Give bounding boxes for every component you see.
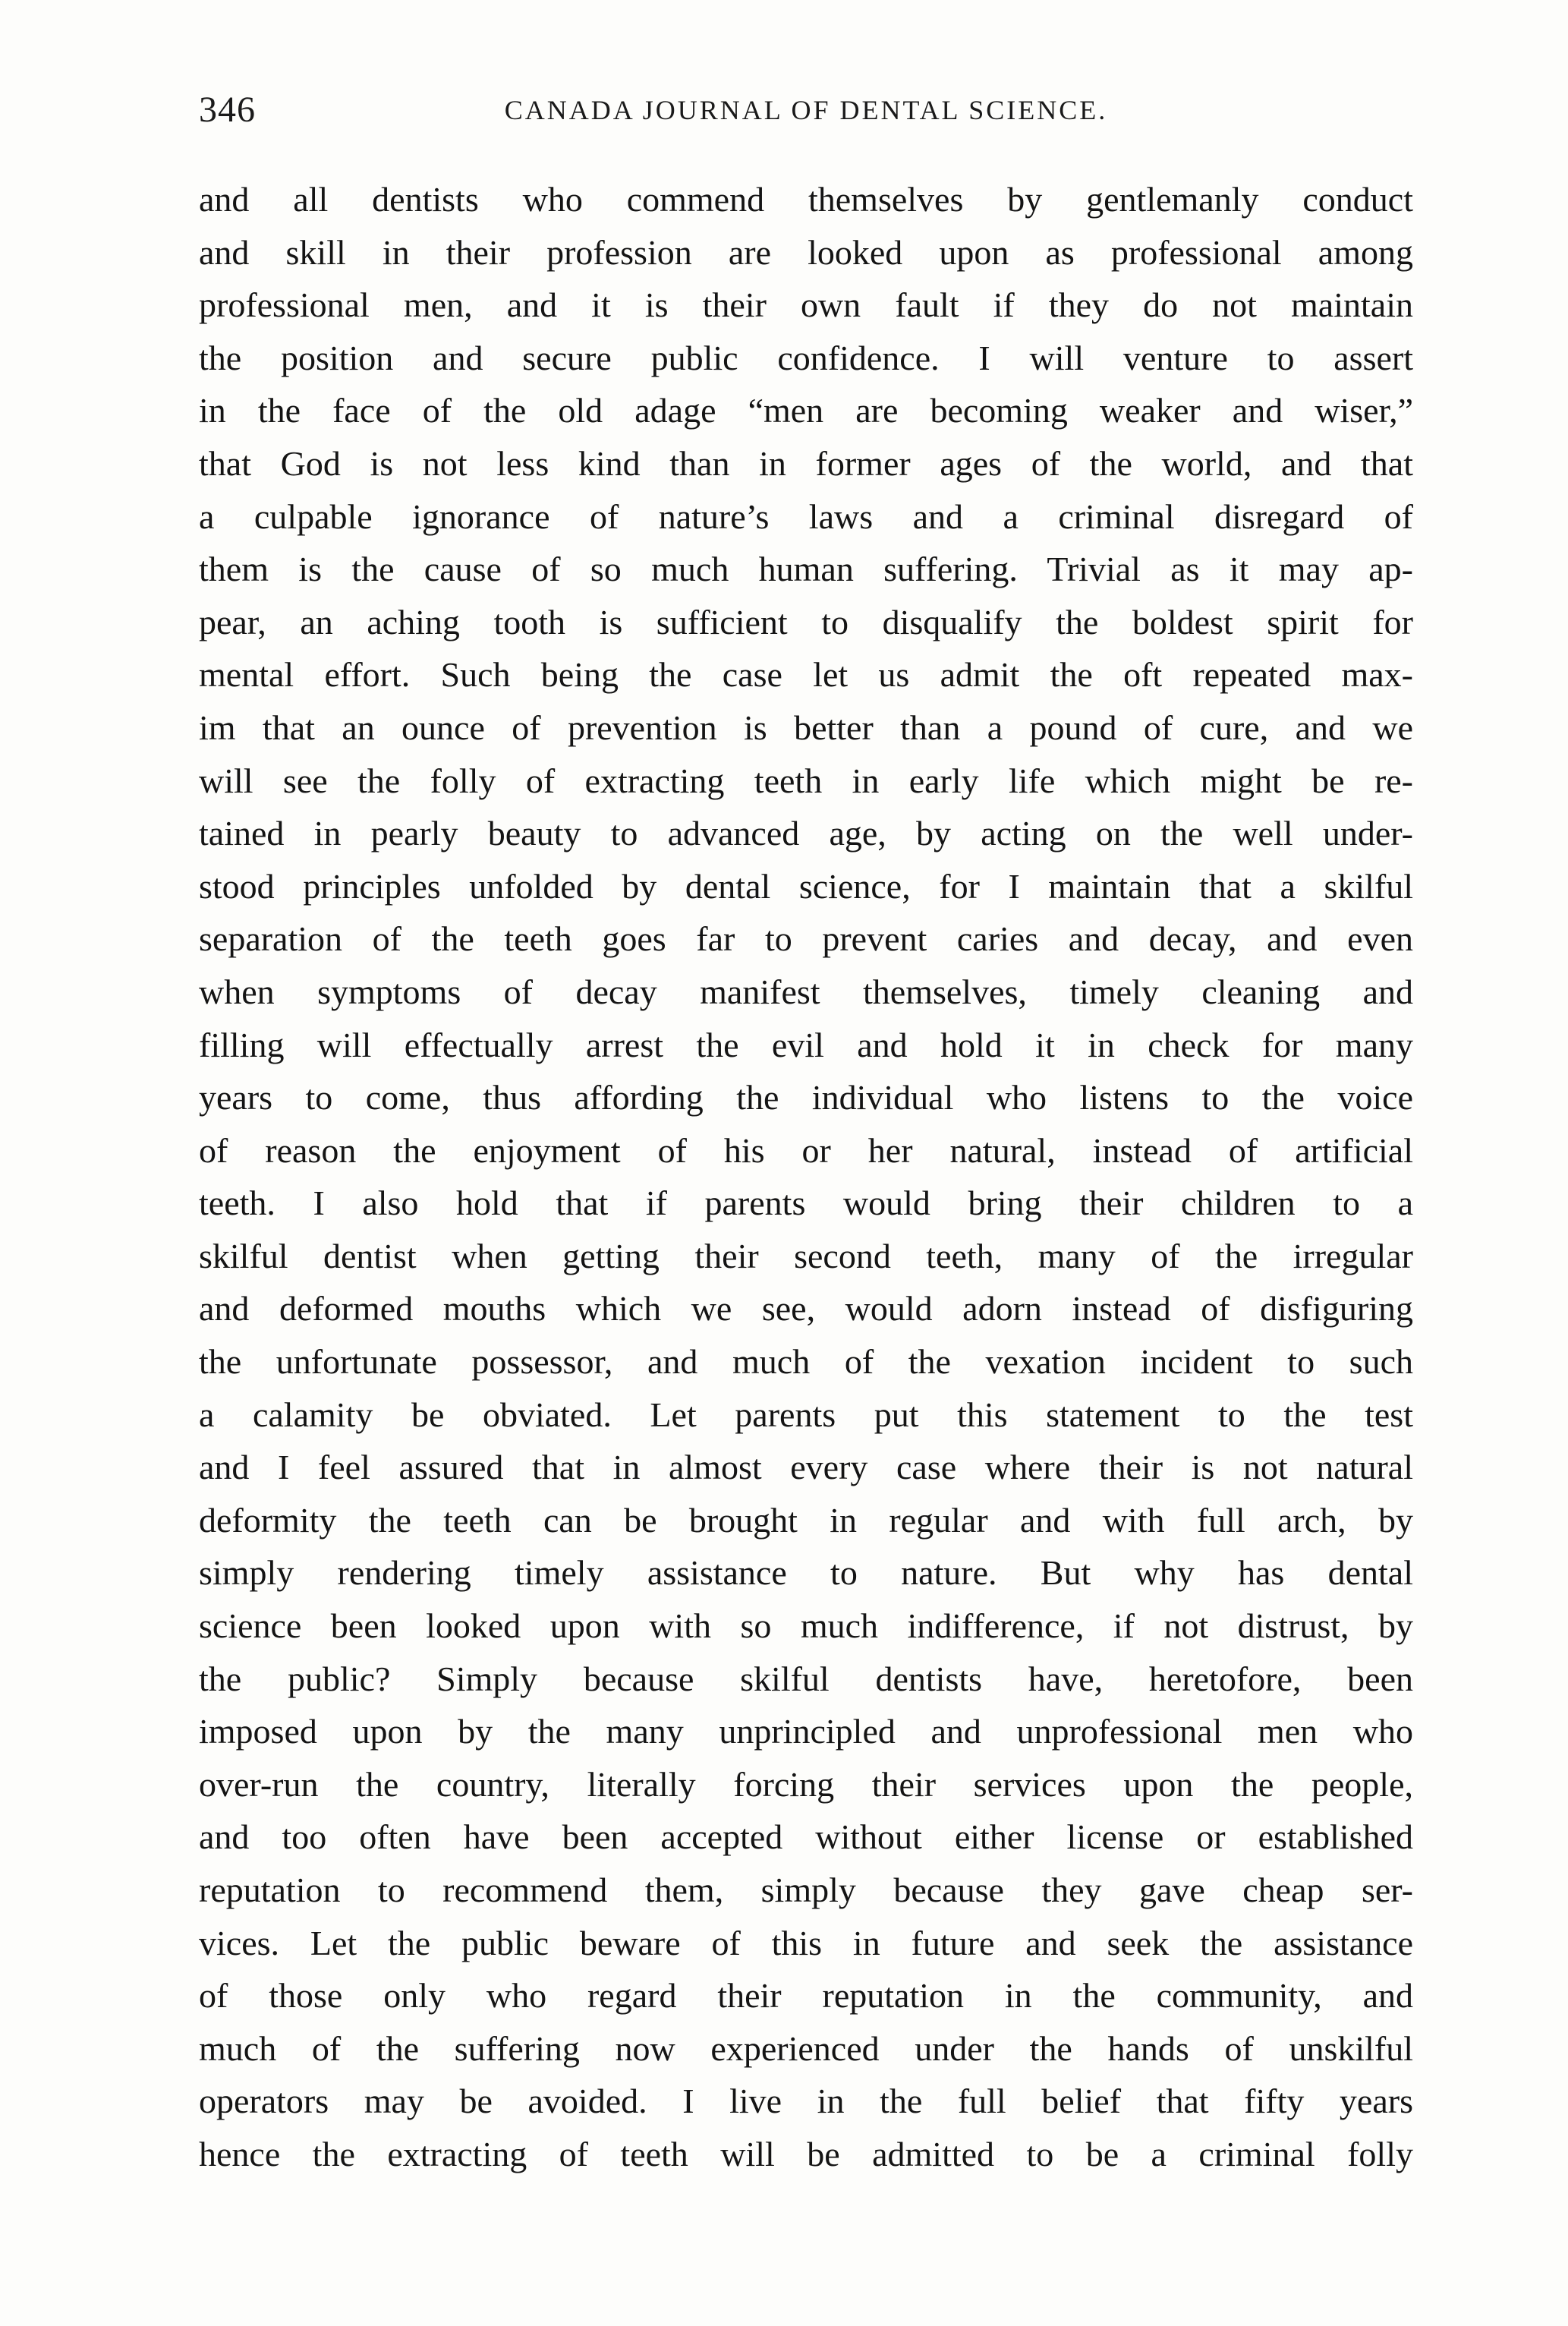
text-line: vices. Let the public beware of this in future and seek the assistance bbox=[199, 1923, 1413, 1962]
text-line: im that an ounce of prevention is better than a pound of cure, and we bbox=[199, 708, 1413, 747]
text-line: deformity the teeth can be brought in regular and with full arch, by bbox=[199, 1500, 1413, 1540]
text-line: when symptoms of decay manifest themselves, timely cleaning and bbox=[199, 972, 1413, 1011]
text-line: separation of the teeth goes far to prevent caries and decay, and even bbox=[199, 919, 1413, 959]
text-line: simply rendering timely assistance to nature. But why has dental bbox=[199, 1553, 1413, 1593]
text-line: a calamity be obviated. Let parents put this statement to the test bbox=[199, 1395, 1413, 1434]
text-line: and I feel assured that in almost every case where their is not natural bbox=[199, 1448, 1413, 1487]
text-line: and deformed mouths which we see, would adorn instead of disfiguring bbox=[199, 1289, 1413, 1328]
text-line: filling will effectually arrest the evil and hold it in check for many bbox=[199, 1025, 1413, 1064]
text-line: and skill in their profession are looked upon as professional among bbox=[199, 232, 1413, 272]
text-line: of those only who regard their reputation in the community, and bbox=[199, 1976, 1413, 2016]
text-line: the position and secure public confidence. I will venture to assert bbox=[199, 338, 1413, 377]
running-title: CANADA JOURNAL OF DENTAL SCIENCE. bbox=[504, 95, 1108, 125]
text-line: and too often have been accepted without either license or established bbox=[199, 1817, 1413, 1857]
text-line: teeth. I also hold that if parents would bring their children to a bbox=[199, 1183, 1413, 1223]
text-line: stood principles unfolded by dental science, for I maintain that a skilful bbox=[199, 866, 1413, 906]
text-line: mental effort. Such being the case let us admit the oft repeated max- bbox=[199, 655, 1413, 695]
page-header bbox=[199, 76, 1413, 144]
text-line: in the face of the old adage “men are becoming weaker and wiser,” bbox=[199, 391, 1413, 430]
text-line: science been looked upon with so much indifference, if not distrust, by bbox=[199, 1606, 1413, 1646]
text-line: will see the folly of extracting teeth in early life which might be re- bbox=[199, 761, 1413, 800]
text-line: pear, an aching tooth is sufficient to disqualify the boldest spirit for bbox=[199, 602, 1413, 641]
text-line: a culpable ignorance of nature’s laws and a criminal disregard of bbox=[199, 496, 1413, 536]
body-text bbox=[199, 173, 1413, 2181]
text-line: imposed upon by the many unprincipled and unprofessional men who bbox=[199, 1712, 1413, 1751]
page-number: 346 bbox=[199, 90, 256, 130]
text-line: the unfortunate possessor, and much of the vexation incident to such bbox=[199, 1342, 1413, 1382]
text-line: professional men, and it is their own fault if they do not maintain bbox=[199, 285, 1413, 325]
text-line: skilful dentist when getting their second teeth, many of the irregular bbox=[199, 1236, 1413, 1275]
text-line: of reason the enjoyment of his or her natural, instead of artificial bbox=[199, 1130, 1413, 1170]
text-line: that God is not less kind than in former ages of the world, and that bbox=[199, 443, 1413, 483]
text-line: much of the suffering now experienced under the hands of unskilful bbox=[199, 2028, 1413, 2068]
text-line: them is the cause of so much human suffering. Trivial as it may ap- bbox=[199, 550, 1413, 589]
text-line: hence the extracting of teeth will be admitted to be a criminal folly bbox=[199, 2134, 1413, 2173]
text-line: tained in pearly beauty to advanced age, by acting on the well under- bbox=[199, 814, 1413, 853]
text-line: years to come, thus affording the individual who listens to the voice bbox=[199, 1078, 1413, 1117]
text-line: and all dentists who commend themselves by gentlemanly conduct bbox=[199, 180, 1413, 219]
text-line: reputation to recommend them, simply because they gave cheap ser- bbox=[199, 1871, 1413, 1909]
text-line: over-run the country, literally forcing their services upon the people, bbox=[199, 1764, 1413, 1804]
text-line: operators may be avoided. I live in the full belief that fifty years bbox=[199, 2082, 1413, 2121]
text-line: the public? Simply because skilful dentists have, heretofore, been bbox=[199, 1659, 1413, 1698]
